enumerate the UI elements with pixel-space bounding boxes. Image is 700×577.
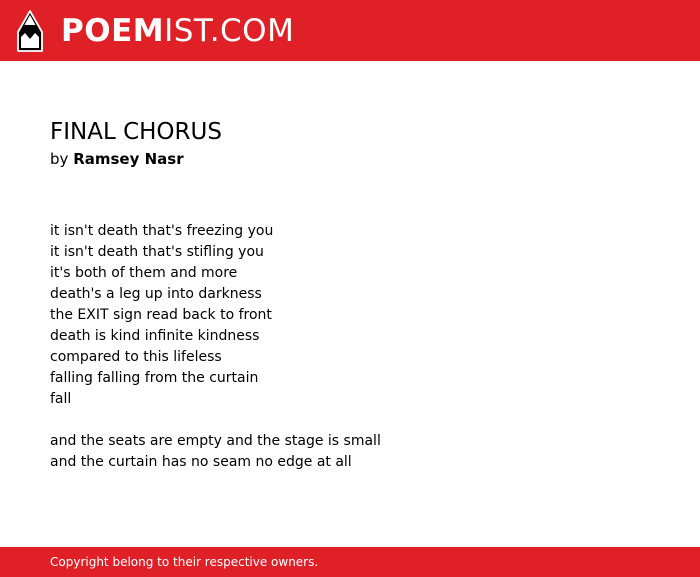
poem-line: fall (50, 391, 72, 407)
site-footer (0, 547, 700, 577)
poem-body (50, 221, 650, 473)
poem-line: it isn't death that's stifling you (50, 244, 264, 260)
poem-line: death's a leg up into darkness (50, 286, 262, 302)
logo-text-light: IST.COM (164, 13, 295, 49)
site-logo-text (61, 10, 294, 52)
poem-stanza-2 (50, 431, 650, 473)
logo-text-bold: POEM (61, 13, 165, 49)
poem-line: death is kind infinite kindness (50, 328, 260, 344)
site-logo-link[interactable] (17, 10, 294, 52)
poem-line: it isn't death that's freezing you (50, 223, 274, 239)
author-link[interactable]: Ramsey Nasr (73, 150, 184, 168)
site-header (0, 0, 700, 61)
poem-title: FINAL CHORUS (50, 119, 222, 145)
poem-container (50, 116, 650, 494)
poem-stanza-1 (50, 221, 650, 410)
poem-byline (50, 149, 650, 169)
copyright-text: Copyright belong to their respective owners. (50, 555, 319, 569)
pencil-icon (17, 10, 43, 52)
poem-line: and the curtain has no seam no edge at all (50, 454, 352, 470)
poem-line: it's both of them and more (50, 265, 238, 281)
poem-line: the EXIT sign read back to front (50, 307, 272, 323)
byline-prefix: by (50, 150, 69, 168)
poem-line: and the seats are empty and the stage is small (50, 433, 381, 449)
poem-line: compared to this lifeless (50, 349, 222, 365)
poem-line: falling falling from the curtain (50, 370, 259, 386)
